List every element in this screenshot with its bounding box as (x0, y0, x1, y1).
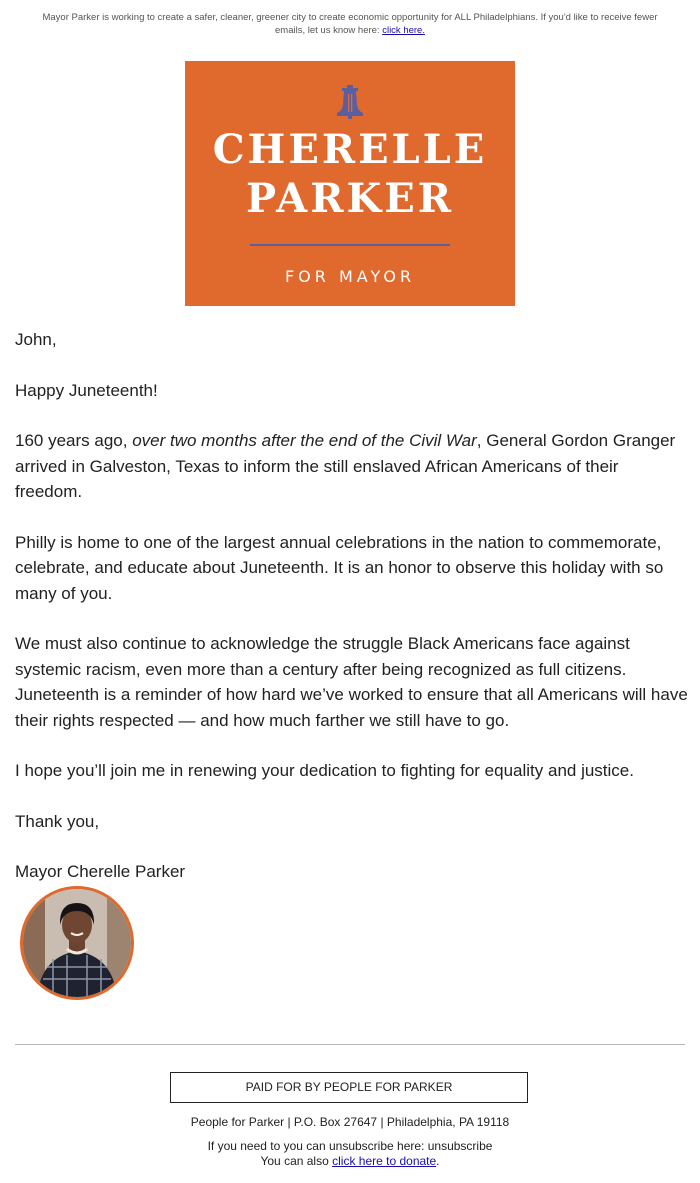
logo-divider (250, 244, 450, 246)
paragraph-2-italic: over two months after the end of the Civil War (132, 431, 477, 450)
donate-link[interactable]: click here to donate (332, 1154, 437, 1168)
preheader (30, 11, 670, 37)
logo-last-name: PARKER (246, 175, 454, 222)
footer-unsubscribe (0, 1139, 700, 1153)
fewer-emails-link[interactable]: click here. (382, 25, 425, 36)
greeting: John, (15, 330, 57, 349)
paragraph-3: Philly is home to one of the largest annual celebrations in the nation to commemorate, celebrate, and educate about Juneteenth. It is an honor to observe this holiday with so many of you. (15, 532, 664, 603)
paragraph-2-end: , General Gordon Granger arrived in Galveston, Texas to inform the still enslaved African Americans of their freedom. (15, 431, 676, 501)
donate-prefix: You can also (260, 1154, 329, 1168)
portrait-illustration (23, 889, 131, 997)
paragraph-1: Happy Juneteenth! (15, 380, 158, 400)
footer-donate (0, 1154, 700, 1168)
paragraph-4: We must also continue to acknowledge the struggle Black Americans face against systemic racism, even more than a century after being recognized as full citizens. Juneteenth is a reminder of how hard we’ve worked to ensure that all Americans will have their rights respected — and how much farther we still have to go. (15, 634, 688, 730)
signature: Mayor Cherelle Parker (15, 862, 186, 881)
mayor-portrait (20, 886, 134, 1000)
liberty-bell-icon (336, 85, 364, 119)
paragraph-2-start: 160 years ago, (15, 431, 133, 450)
email-body (15, 327, 690, 910)
paid-for-disclaimer: PAID FOR BY PEOPLE FOR PARKER (170, 1072, 528, 1103)
paragraph-2 (15, 428, 690, 505)
footer-divider (15, 1044, 685, 1045)
campaign-logo (185, 61, 515, 306)
footer-address: People for Parker | P.O. Box 27647 | Philadelphia, PA 19118 (190, 1115, 510, 1129)
preheader-text: Mayor Parker is working to create a safer, cleaner, greener city to create economic opportunity for ALL Philadelphians. If you'd like to receive fewer emails, let us know here: (42, 12, 658, 36)
donate-suffix: . (436, 1154, 440, 1168)
closing: Thank you, (15, 811, 100, 831)
unsubscribe-text: If you need to you can unsubscribe here: (207, 1139, 425, 1153)
logo-subtitle: FOR MAYOR (284, 267, 416, 286)
logo-first-name: CHERELLE (212, 126, 488, 173)
unsubscribe-link[interactable]: unsubscribe (427, 1139, 493, 1153)
paragraph-5: I hope you’ll join me in renewing your dedication to fighting for equality and justice. (15, 761, 634, 780)
